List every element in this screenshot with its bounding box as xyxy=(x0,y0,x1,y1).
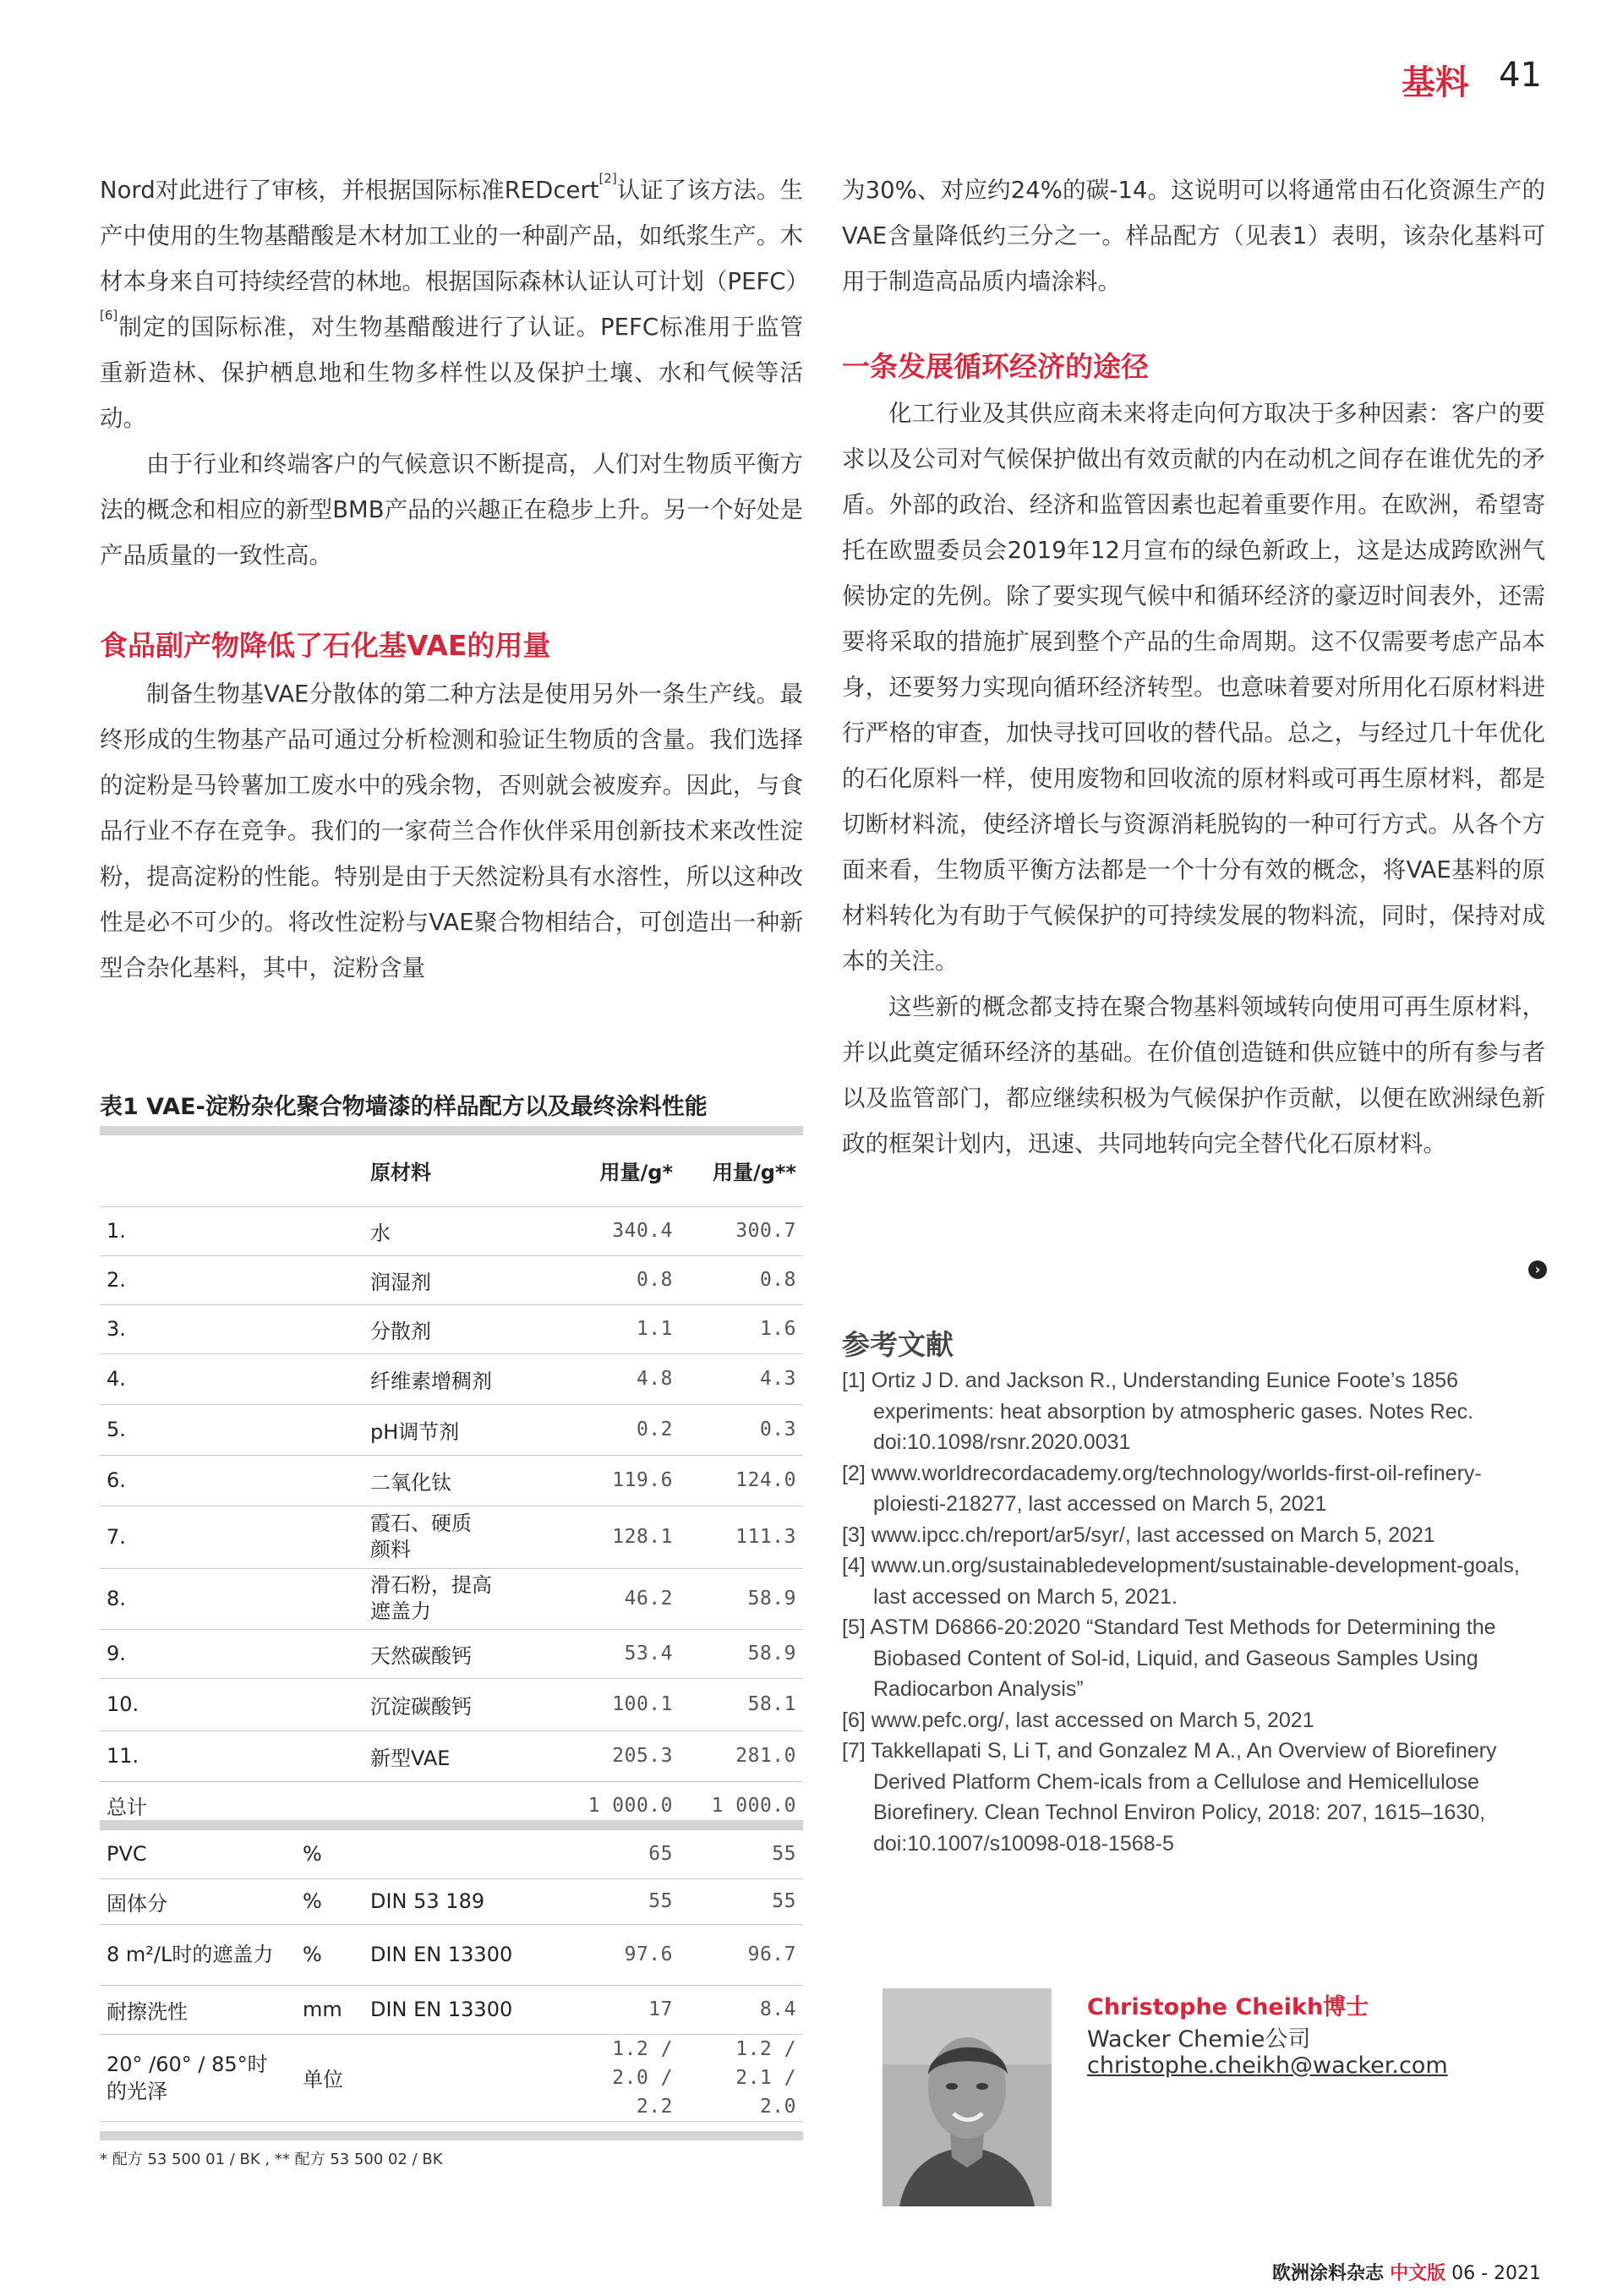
magazine-name: 欧洲涂料杂志 xyxy=(1272,2263,1385,2284)
table-row: 1. 水 340.4 300.7 xyxy=(100,1206,803,1255)
table-top-rule xyxy=(100,1126,803,1135)
table-row: 11. 新型VAE 205.3 281.0 xyxy=(100,1730,803,1781)
issue-number: 06 - 2021 xyxy=(1451,2263,1541,2284)
page-number: 41 xyxy=(1499,56,1542,95)
reference-item: [2] www.worldrecordacademy.org/technology/worlds-first-oil-refinery-ploiesti-218277, last accessed on March 5, 2021 xyxy=(842,1461,1482,1516)
properties-table xyxy=(100,1829,803,2122)
table-total-row: 总计 1 000.0 1 000.0 xyxy=(100,1781,803,1829)
table-row: 3. 分散剂 1.1 1.6 xyxy=(100,1304,803,1353)
table-row: 9. 天然碳酸钙 53.4 58.9 xyxy=(100,1629,803,1678)
table-row: PVC % 65 55 xyxy=(100,1829,803,1878)
references-list xyxy=(842,1365,1549,1859)
table-row: 2. 润湿剂 0.8 0.8 xyxy=(100,1255,803,1304)
section-title: 基料 xyxy=(1402,63,1469,102)
table-header-row xyxy=(100,1135,803,1206)
author-name: Christophe Cheikh博士 xyxy=(1087,1994,1369,2020)
reference-item: [5] ASTM D6866-20:2020 “Standard Test Methods for Determining the Biobased Content of Sol-id, Liquid, and Gaseous Samples Using Radiocarbon Analysis” xyxy=(842,1615,1496,1701)
citation-ref: [2] xyxy=(598,171,617,186)
paragraph-4: 为30%、对应约24%的碳-14。这说明可以将通常由石化资源生产的VAE含量降低约三分之一。样品配方（见表1）表明，该杂化基料可用于制造高品质内墙涂料。 xyxy=(842,177,1545,295)
author-photo xyxy=(883,1988,1052,2206)
paragraph-2: 由于行业和终端客户的气候意识不断提高，人们对生物质平衡方法的概念和相应的新型BMB产品的兴趣正在稳步上升。另一个好处是产品质量的一致性高。 xyxy=(100,451,803,569)
right-column xyxy=(842,167,1545,1167)
table-row: 耐擦洗性 mm DIN EN 13300 17 8.4 xyxy=(100,1985,803,2034)
paragraph-1 xyxy=(100,167,809,441)
paragraph-6: 这些新的概念都支持在聚合物基料领域转向使用可再生原材料，并以此奠定循环经济的基础。在价值创造链和供应链中的所有参与者以及监管部门，都应继续积极为气候保护作贡献，以便在欧洲绿色新政的框架计划内，迅速、共同地转向完全替代化石原材料。 xyxy=(842,993,1545,1157)
table-row: 固体分 % DIN 53 189 55 55 xyxy=(100,1878,803,1924)
citation-ref: [6] xyxy=(100,308,118,323)
author-portrait-image xyxy=(883,1988,1052,2206)
text-span: Nord对此进行了审核，并根据国际标准REDcert xyxy=(100,177,599,204)
table-row: 7. 霞石、硬质颜料 128.1 111.3 xyxy=(100,1506,803,1568)
author-organization: Wacker Chemie公司 xyxy=(1087,2026,1311,2053)
table-row: 10. 沉淀碳酸钙 100.1 58.1 xyxy=(100,1678,803,1730)
reference-item: [1] Ortiz J D. and Jackson R., Understanding Eunice Foote’s 1856 experiments: heat absorption by atmospheric gases. Notes Rec. doi:10.1098/rsnr.2020.0031 xyxy=(842,1369,1474,1454)
reference-item: [7] Takkellapati S, Li T, and Gonzalez M A., An Overview of Biorefinery Derived Platform Chem-icals from a Cellulose and Hemicellulose Biorefinery. Clean Technol Environ Policy, 2018: 207, 1615–1630, doi:10.1007/s10098-018-1568-5 xyxy=(842,1739,1497,1856)
header-amount1: 用量/g* xyxy=(560,1135,681,1206)
header-amount2: 用量/g** xyxy=(681,1135,803,1206)
left-column xyxy=(100,167,809,991)
table-row: 5. pH调节剂 0.2 0.3 xyxy=(100,1404,803,1455)
table-title: 表1 VAE-淀粉杂化聚合物墙漆的样品配方以及最终涂料性能 xyxy=(100,1094,708,1120)
paragraph-3: 制备生物基VAE分散体的第二种方法是使用另外一条生产线。最终形成的生物基产品可通过分析检测和验证生物质的含量。我们选择的淀粉是马铃薯加工废水中的残余物，否则就会被废弃。因此，与食品行业不存在竞争。我们的一家荷兰合作伙伴采用创新技术来改性淀粉，提高淀粉的性能。特别是由于天然淀粉具有水溶性，所以这种改性是必不可少的。将改性淀粉与VAE聚合物相结合，可创造出一种新型合杂化基料，其中，淀粉含量 xyxy=(100,681,803,981)
chevron-right-circle-icon: › xyxy=(1528,1260,1547,1279)
table-row: 6. 二氧化钛 119.6 124.0 xyxy=(100,1455,803,1506)
header-material: 原材料 xyxy=(370,1135,560,1206)
text-span: 认证了该方法。生产中使用的生物基醋酸是木材加工业的一种副产品，如纸浆生产。木材本身来自可持续经营的林地。根据国际森林认证认可计划（PEFC） xyxy=(100,177,809,295)
references-title: 参考文献 xyxy=(842,1328,954,1361)
table-row: 20° /60° / 85°时的光泽 单位 1.2 / 2.0 / 2.2 1.2 / 2.1 / 2.0 xyxy=(100,2034,803,2121)
table-row: 8. 滑石粉，提高遮盖力 46.2 58.9 xyxy=(100,1568,803,1629)
table-row: 8 m²/L时的遮盖力 % DIN EN 13300 97.6 96.7 xyxy=(100,1924,803,1985)
edition-label: 中文版 xyxy=(1390,2263,1446,2284)
heading-circular-economy: 一条发展循环经济的途径 xyxy=(842,350,1149,383)
author-email-link[interactable]: christophe.cheikh@wacker.com xyxy=(1087,2053,1448,2079)
heading-food-byproduct: 食品副产物降低了石化基VAE的用量 xyxy=(100,629,551,662)
text-span: 制定的国际标准，对生物基醋酸进行了认证。PEFC标准用于监管重新造林、保护栖息地和生物多样性以及保护土壤、水和气候等活动。 xyxy=(100,314,803,432)
reference-item: [3] www.ipcc.ch/report/ar5/syr/, last accessed on March 5, 2021 xyxy=(842,1522,1435,1547)
reference-item: [6] www.pefc.org/, last accessed on March 5, 2021 xyxy=(842,1708,1314,1732)
table-row: 4. 纤维素增稠剂 4.8 4.3 xyxy=(100,1353,803,1404)
reference-item: [4] www.un.org/sustainabledevelopment/sustainable-development-goals, last accessed on March 5, 2021. xyxy=(842,1554,1520,1609)
table-bottom-rule xyxy=(100,2131,803,2140)
page-footer xyxy=(1272,2259,1541,2285)
table-footnote: * 配方 53 500 01 / BK , ** 配方 53 500 02 / BK xyxy=(100,2151,443,2168)
paragraph-5: 化工行业及其供应商未来将走向何方取决于多种因素：客户的要求以及公司对气候保护做出有效贡献的内在动机之间存在谁优先的矛盾。外部的政治、经济和监管因素也起着重要作用。在欧洲，希望寄托在欧盟委员会2019年12月宣布的绿色新政上，这是达成跨欧洲气候协定的先例。除了要实现气候中和循环经济的豪迈时间表外，还需要将采取的措施扩展到整个产品的生命周期。这不仅需要考虑产品本身，还要努力实现向循环经济转型。也意味着要对所用化石原材料进行严格的审查，加快寻找可回收的替代品。总之，与经过几十年优化的石化原料一样，使用废物和回收流的原材料或可再生原材料，都是切断材料流，使经济增长与资源消耗脱钩的一种可行方式。从各个方面来看，生物质平衡方法都是一个十分有效的概念，将VAE基料的原材料转化为有助于气候保护的可持续发展的物料流，同时，保持对成本的关注。 xyxy=(842,400,1545,975)
formulation-table xyxy=(100,1135,803,1830)
table-section-separator xyxy=(100,1820,803,1829)
